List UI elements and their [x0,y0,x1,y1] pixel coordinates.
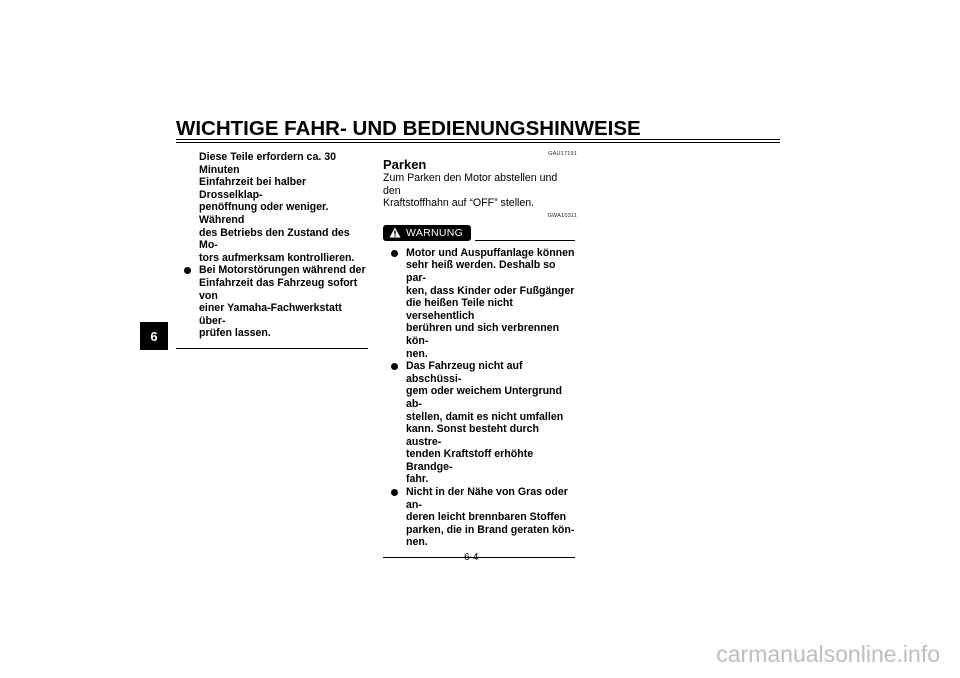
warning-item-hot-parts [383,247,577,360]
text-line: tenden Kraftstoff erhöhte Brandge- [406,448,534,473]
text-line: einer Yamaha-Fachwerkstatt über- [199,302,342,327]
warning-triangle-icon [389,227,401,238]
text-line: Diese Teile erfordern ca. 30 Minuten [199,151,336,176]
warning-badge [383,225,471,241]
text-line: die heißen Teile nicht versehentlich [406,297,513,322]
text-line: des Betriebs den Zustand des Mo- [199,226,350,252]
right-column [383,151,577,558]
warning-code: GWA10311 [547,212,577,219]
intro-paragraph [383,172,577,210]
warning-label: WARNUNG [406,226,464,239]
text-line: tors aufmerksam kontrollieren. [199,251,355,264]
text-line: sehr heiß werden. Deshalb so par- [406,259,556,284]
section-end-rule [176,348,368,349]
text-line: Nicht in der Nähe von Gras oder an- [406,486,568,511]
bullet-icon [184,267,191,274]
text-line: Einfahrzeit das Fahrzeug sofort von [199,276,358,302]
bullet-item-motor-trouble [176,264,370,340]
warning-end-rule [383,557,575,558]
title-rule-bottom [176,142,780,143]
text-line: Zum Parken den Motor abstellen und den [383,172,558,197]
text-line: berühren und sich verbrennen kön- [406,322,560,347]
text-line: gem oder weichem Untergrund ab- [406,385,562,410]
watermark: carmanualsonline.info [716,641,940,667]
bullet-icon [391,489,398,496]
bullet-icon [391,363,398,370]
text-line: fahr. [406,473,429,486]
text-line: stellen, damit es nicht umfallen [406,410,564,423]
text-line: prüfen lassen. [199,327,271,340]
page-number: 6-4 [464,552,479,563]
text-line: Bei Motorstörungen während der [199,264,366,277]
chapter-tab: 6 [140,322,168,350]
text-line: ken, dass Kinder oder Fußgänger [406,284,575,297]
section-code: GAU17191 [548,151,577,157]
text-line: Motor und Auspuffanlage können [406,246,575,259]
bullet-icon [391,250,398,257]
warning-item-slope [383,360,577,486]
text-line: penöffnung oder weniger. Während [199,201,329,226]
text-line: Kraftstoffhahn auf “OFF” stellen. [383,197,535,210]
warning-item-flammable [383,486,577,549]
text-line: deren leicht brennbaren Stoffen [406,511,567,524]
left-column [176,151,370,349]
text-line: parken, die in Brand geraten kön- [406,523,575,536]
text-line: Einfahrzeit bei halber Drosselklap- [199,176,307,201]
text-line: nen. [406,347,428,360]
warning-header [383,225,577,243]
section-heading: Parken [383,157,427,172]
text-line: nen. [406,536,428,549]
text-line: Das Fahrzeug nicht auf abschüssi- [406,360,523,385]
text-line: kann. Sonst besteht durch austre- [406,423,540,448]
warning-list [383,247,577,549]
title-rule-top [176,139,780,140]
warning-rule [475,240,575,241]
page-title: WICHTIGE FAHR- UND BEDIENUNGSHINWEISE [176,117,641,140]
continuation-paragraph [176,151,370,264]
